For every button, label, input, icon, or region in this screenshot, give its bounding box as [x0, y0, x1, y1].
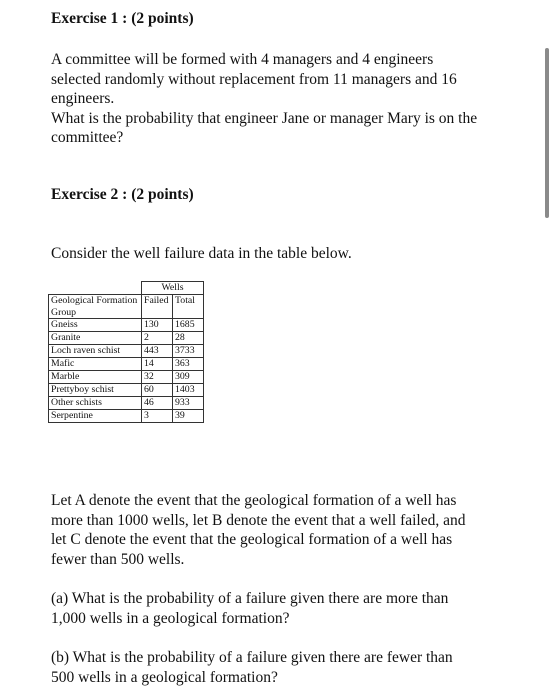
event-definitions	[51, 491, 521, 569]
failed-cell: 60	[142, 384, 173, 397]
table-row	[49, 410, 204, 423]
formation-cell: Loch raven schist	[49, 345, 142, 358]
failed-column-header: Failed	[142, 295, 173, 319]
text-line: let C denote the event that the geological formation of a well has	[51, 531, 453, 548]
text-line: What is the probability that engineer Jane or manager Mary is on the	[51, 109, 478, 127]
question-b	[51, 648, 521, 687]
total-cell: 39	[173, 410, 204, 423]
failed-cell: 46	[142, 397, 173, 410]
formation-cell: Other schists	[49, 397, 142, 410]
text-line: (b) What is the probability of a failure given there are fewer than	[51, 649, 453, 666]
formation-cell: Marble	[49, 371, 142, 384]
total-cell: 1403	[173, 384, 204, 397]
formation-column-header: Geological Formation Group	[49, 295, 142, 319]
formation-cell: Prettyboy schist	[49, 384, 142, 397]
table-row	[49, 384, 204, 397]
text-line: selected randomly without replacement from 11 managers and 16	[51, 70, 457, 88]
text-line: A committee will be formed with 4 managers and 4 engineers	[51, 51, 434, 68]
formation-cell: Granite	[49, 332, 142, 345]
total-cell: 933	[173, 397, 204, 410]
total-cell: 28	[173, 332, 204, 345]
question-a	[51, 589, 521, 628]
total-cell: 1685	[173, 319, 204, 332]
wells-group-header: Wells	[142, 282, 204, 295]
text-line: Let A denote the event that the geological formation of a well has	[51, 492, 457, 509]
exercise-1-text	[51, 50, 521, 148]
text-line: (a) What is the probability of a failure given there are more than	[51, 590, 449, 607]
failed-cell: 130	[142, 319, 173, 332]
table-row	[49, 358, 204, 371]
total-cell: 3733	[173, 345, 204, 358]
exercise-2-intro: Consider the well failure data in the table below.	[51, 245, 352, 262]
exercise-1-heading: Exercise 1 : (2 points)	[51, 10, 194, 27]
table-corner	[49, 282, 142, 295]
text-line: 1,000 wells in a geological formation?	[51, 609, 290, 627]
exercise-2-heading: Exercise 2 : (2 points)	[51, 186, 194, 203]
failed-cell: 32	[142, 371, 173, 384]
total-cell: 363	[173, 358, 204, 371]
formation-cell: Mafic	[49, 358, 142, 371]
text-line: fewer than 500 wells.	[51, 550, 185, 568]
vertical-scrollbar[interactable]	[545, 48, 549, 218]
table-row	[49, 332, 204, 345]
text-line: more than 1000 wells, let B denote the event that a well failed, and	[51, 511, 466, 529]
failed-cell: 2	[142, 332, 173, 345]
table-row	[49, 345, 204, 358]
text-line: 500 wells in a geological formation?	[51, 668, 278, 686]
table-row	[49, 371, 204, 384]
failed-cell: 3	[142, 410, 173, 423]
table-row	[49, 319, 204, 332]
formation-cell: Gneiss	[49, 319, 142, 332]
total-cell: 309	[173, 371, 204, 384]
failed-cell: 14	[142, 358, 173, 371]
table-row	[49, 397, 204, 410]
text-line: engineers.	[51, 90, 115, 107]
total-column-header: Total	[173, 295, 204, 319]
well-failure-table	[48, 281, 204, 423]
failed-cell: 443	[142, 345, 173, 358]
formation-cell: Serpentine	[49, 410, 142, 423]
text-line: committee?	[51, 129, 124, 146]
